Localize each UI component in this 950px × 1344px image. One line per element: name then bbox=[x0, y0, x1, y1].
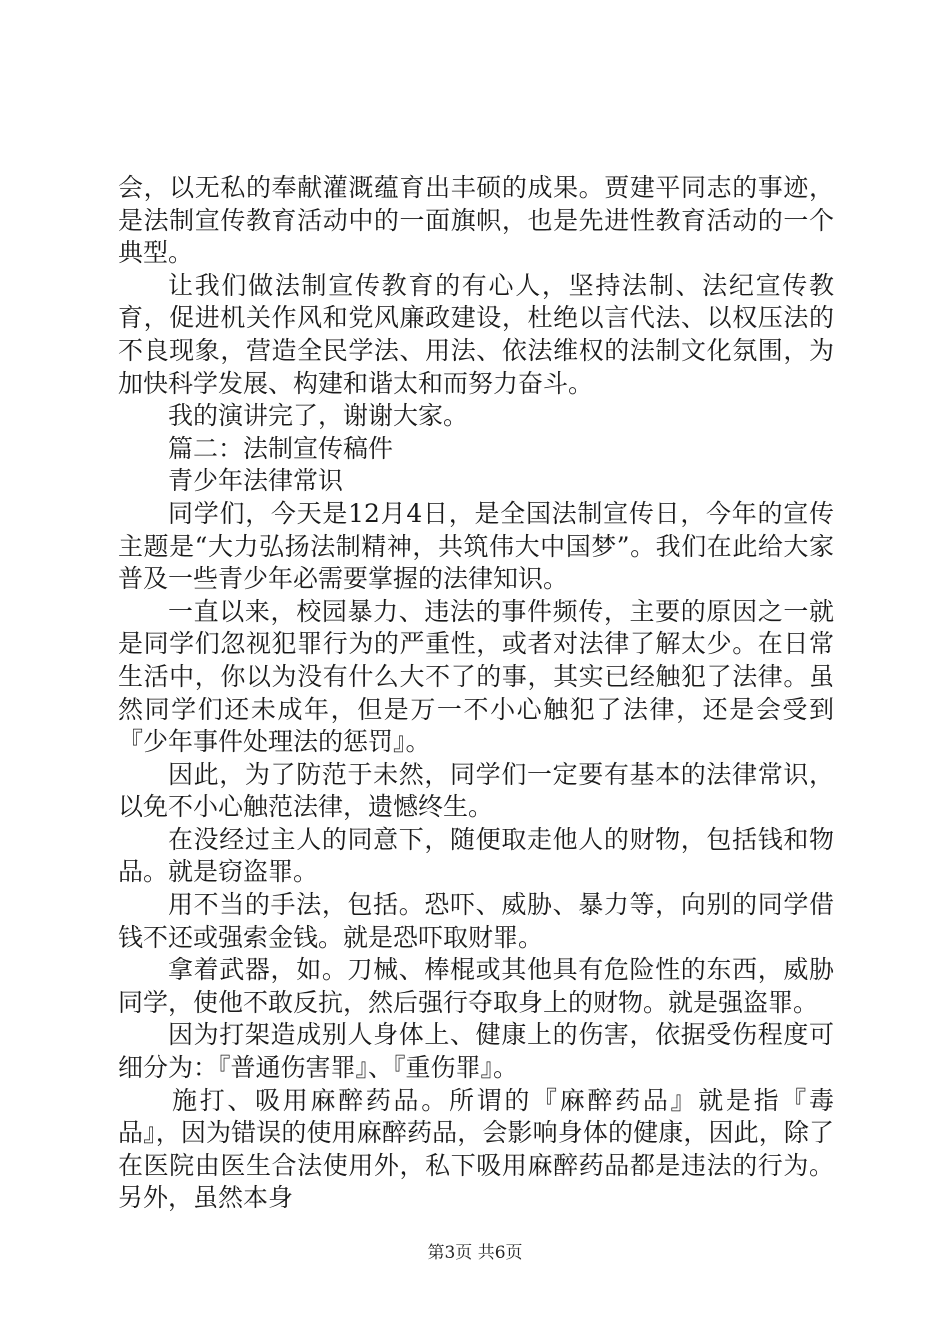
paragraph-10: 用不当的手法，包括。恐吓、威胁、暴力等，向别的同学借钱不还或强索金钱。就是恐吓取财罪。 bbox=[118, 890, 834, 952]
paragraph-12: 因为打架造成别人身体上、健康上的伤害，依据受伤程度可细分为：『普通伤害罪』、『重伤罪』。 bbox=[118, 1020, 834, 1083]
paragraph-13: 施打、吸用麻醉药品。所谓的『麻醉药品』就是指『毒品』，因为错误的使用麻醉药品，会影响身体的健康，因此，除了在医院由医生合法使用外，私下吸用麻醉药品都是违法的行为。另外，虽然本身 bbox=[118, 1085, 834, 1213]
document-body bbox=[118, 172, 834, 1215]
paragraph-1: 会，以无私的奉献灌溉蕴育出丰硕的成果。贾建平同志的事迹，是法制宣传教育活动中的一面旗帜，也是先进性教育活动的一个典型。 bbox=[118, 173, 834, 268]
article-title: 青少年法律常识 bbox=[168, 466, 344, 496]
paragraph-9: 在没经过主人的同意下，随便取走他人的财物，包括钱和物品。就是窃盗罪。 bbox=[118, 824, 834, 887]
paragraph-2: 让我们做法制宣传教育的有心人，坚持法制、法纪宣传教育，促进机关作风和党风廉政建设，杜绝以言代法、以权压法的不良现象，营造全民学法、用法、依法维权的法制文化氛围，为加快科学发展、构建和谐太和而努力奋斗。 bbox=[118, 270, 834, 398]
paragraph-3: 我的演讲完了，谢谢大家。 bbox=[168, 401, 469, 431]
section-heading: 篇二：法制宣传稿件 bbox=[168, 433, 394, 463]
paragraph-11: 拿着武器，如。刀械、棒棍或其他具有危险性的东西，威胁同学，使他不敢反抗，然后强行夺取身上的财物。就是强盗罪。 bbox=[118, 955, 834, 1017]
paragraph-7: 一直以来，校园暴力、违法的事件频传，主要的原因之一就是同学们忽视犯罪行为的严重性，或者对法律了解太少。在日常生活中，你以为没有什么大不了的事，其实已经触犯了法律。虽然同学们还未成年，但是万一不小心触犯了法律，还是会受到『少年事件处理法的惩罚』。 bbox=[118, 596, 834, 757]
page-number-footer: 第3页 共6页 bbox=[427, 1243, 523, 1263]
paragraph-8: 因此，为了防范于未然，同学们一定要有基本的法律常识，以免不小心触范法律，遗憾终生。 bbox=[118, 759, 834, 822]
paragraph-6: 同学们，今天是12月4日，是全国法制宣传日，今年的宣传主题是“大力弘扬法制精神，共筑伟大中国梦”。我们在此给大家普及一些青少年必需要掌握的法律知识。 bbox=[118, 498, 834, 594]
